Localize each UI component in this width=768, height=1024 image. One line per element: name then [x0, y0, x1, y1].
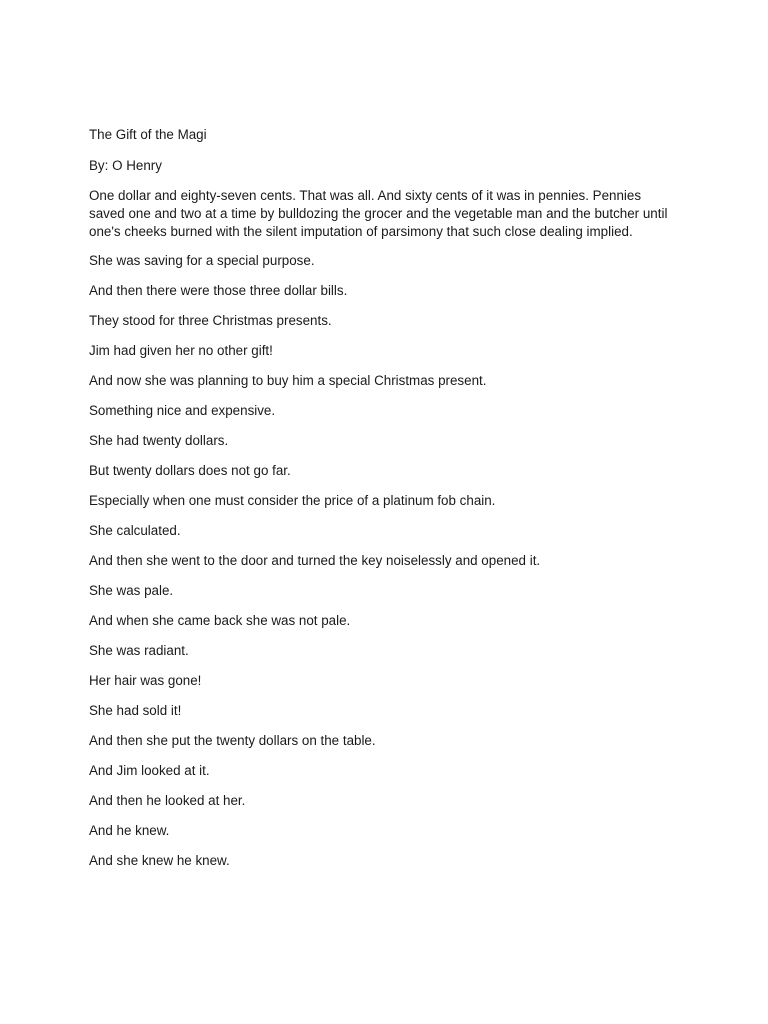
paragraph: She was radiant.	[89, 643, 189, 658]
paragraph: And she knew he knew.	[89, 853, 230, 868]
paragraph: She was saving for a special purpose.	[89, 253, 315, 268]
paragraph: And then there were those three dollar bills.	[89, 283, 348, 298]
paragraph: Her hair was gone!	[89, 673, 202, 688]
paragraph: And now she was planning to buy him a special Christmas present.	[89, 373, 487, 388]
paragraph: She had twenty dollars.	[89, 433, 229, 448]
paragraph: Jim had given her no other gift!	[89, 343, 273, 358]
paragraph: And Jim looked at it.	[89, 763, 210, 778]
paragraph: One dollar and eighty-seven cents. That was all. And sixty cents of it was in pennies. Pennies saved one and two at a time by bulldozing the grocer and the vegetable man and the butcher until one's cheeks burned with the silent imputation of parsimony that such close dealing implied.	[89, 188, 668, 239]
paragraph: She was pale.	[89, 583, 174, 598]
document-body	[89, 126, 679, 882]
paragraph: She calculated.	[89, 523, 181, 538]
paragraph: And when she came back she was not pale.	[89, 613, 351, 628]
document-title: The Gift of the Magi	[89, 127, 207, 142]
paragraph: They stood for three Christmas presents.	[89, 313, 332, 328]
paragraph: Something nice and expensive.	[89, 403, 276, 418]
paragraph: But twenty dollars does not go far.	[89, 463, 291, 478]
paragraph: And then she went to the door and turned the key noiselessly and opened it.	[89, 553, 541, 568]
paragraph: And then he looked at her.	[89, 793, 246, 808]
author-byline: By: O Henry	[89, 158, 162, 173]
paragraph: She had sold it!	[89, 703, 182, 718]
paragraph: And then she put the twenty dollars on the table.	[89, 733, 376, 748]
paragraph: Especially when one must consider the price of a platinum fob chain.	[89, 493, 496, 508]
paragraph: And he knew.	[89, 823, 170, 838]
